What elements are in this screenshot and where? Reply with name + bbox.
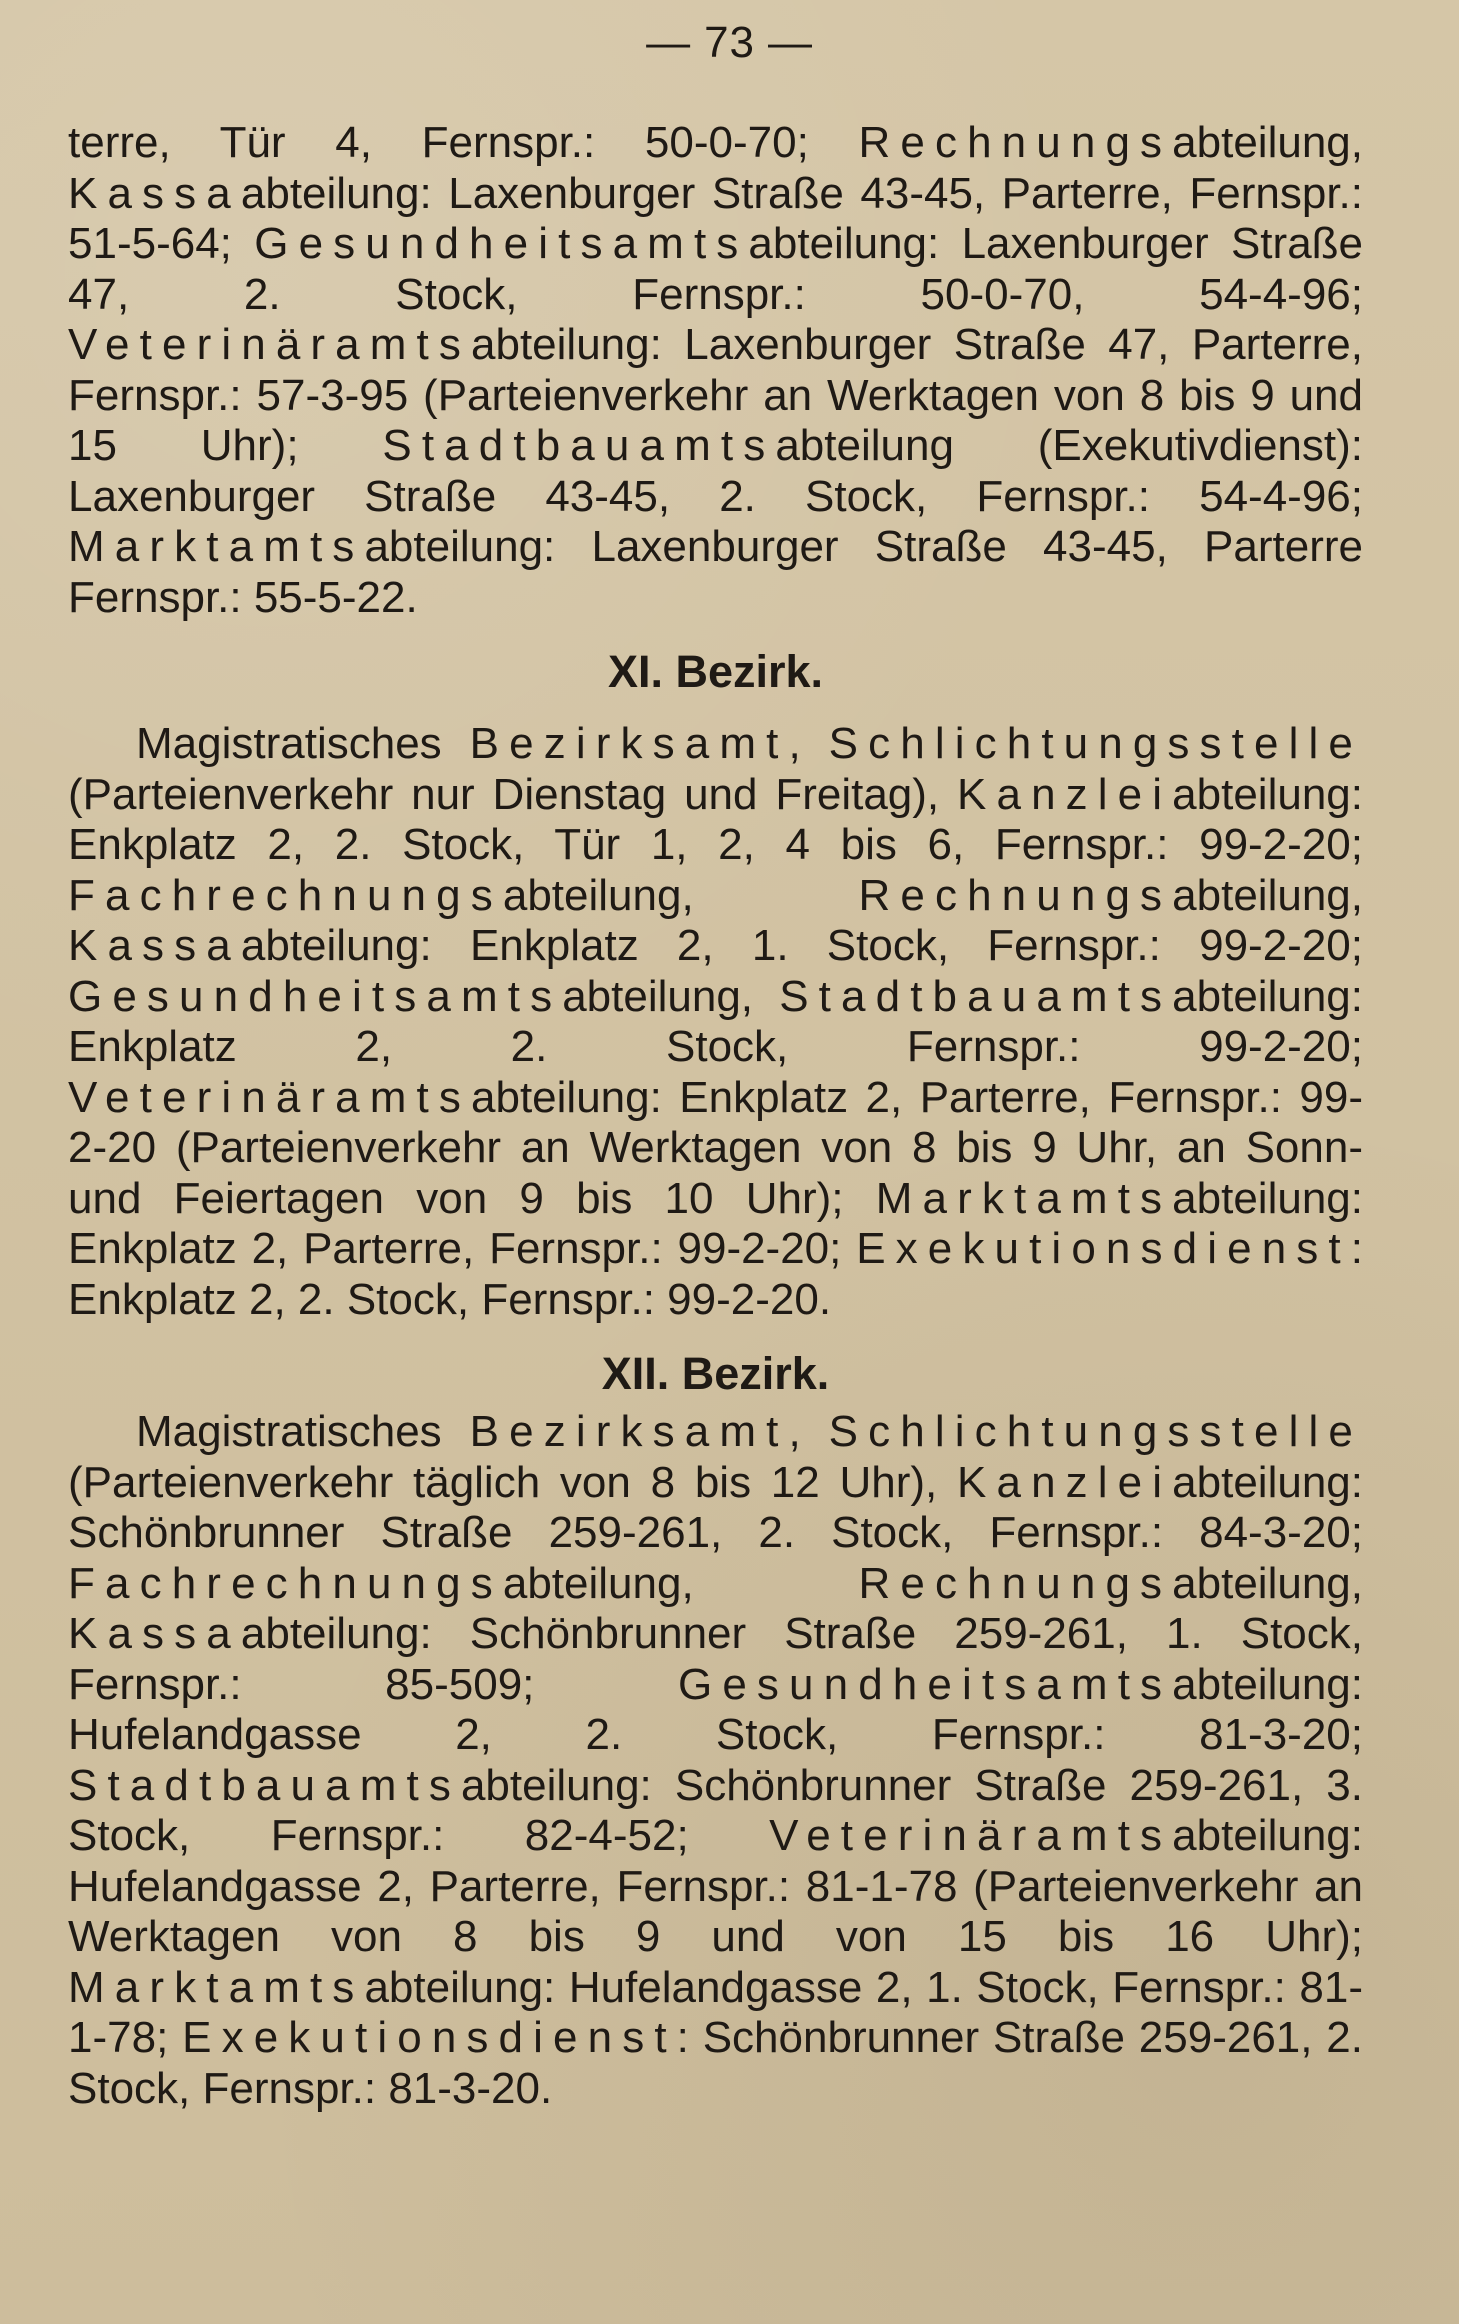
spaced-term: Schlichtungsstelle	[828, 719, 1363, 768]
spaced-term: Gesundheitsamts	[254, 219, 749, 268]
section-xi-text: Magistratisches Bezirksamt, Schlichtungsstelle (Parteienverkehr nur Dienstag und Freitag), Kanzleiabteilung: Enkplatz 2, 2. Stock, Tür 1, 2, 4 bis 6, Fernspr.: 99-2-20; Fachrechnungsabteilung, Rechnungsabteilung, Kassaabteilung: Enkplatz 2, 1. Stock, Fernspr.: 99-2-20; Gesundheitsamtsabteilung, Stadtbauamtsabteilung: Enkplatz 2, 2. Stock, Fernspr.: 99-2-20; Veterinäramtsabteilung: Enkplatz 2, Parterre, Fernspr.: 99-2-20 (Parteienverkehr an Werktagen von 8 bis 9 Uhr, an Sonn- und Feiertagen von 9 bis 10 Uhr); Marktamtsabteilung: Enkplatz 2, Parterre, Fernspr.: 99-2-20; Exekutionsdienst: Enkplatz 2, 2. Stock, Fernspr.: 99-2-20.	[68, 719, 1363, 1324]
spaced-term: Veterinäramts	[769, 1811, 1173, 1860]
spaced-term: Schlichtungsstelle	[828, 1407, 1363, 1456]
section-x-continuation: terre, Tür 4, Fernspr.: 50-0-70; Rechnungsabteilung, Kassaabteilung: Laxenburger Straße 43-45, Parterre, Fernspr.: 51-5-64; Gesundheitsamtsabteilung: Laxenburger Straße 47, 2. Stock, Fernspr.: 50-0-70, 54-4-96; Veterinäramtsabteilung: Laxenburger Straße 47, Parterre, Fernspr.: 57-3-95 (Parteienverkehr an Werktagen von 8 bis 9 und 15 Uhr); Stadtbauamtsabteilung (Exekutivdienst): Laxenburger Straße 43-45, 2. Stock, Fernspr.: 54-4-96; Marktamtsabteilung: Laxenburger Straße 43-45, Parterre Fernspr.: 55-5-22.	[68, 118, 1364, 622]
spaced-term: Veterinäramts	[68, 320, 472, 369]
section-xii-text: Magistratisches Bezirksamt, Schlichtungsstelle (Parteienverkehr täglich von 8 bis 12 Uhr), Kanzleiabteilung: Schönbrunner Straße 259-261, 2. Stock, Fernspr.: 84-3-20; Fachrechnungsabteilung, Rechnungsabteilung, Kassaabteilung: Schönbrunner Straße 259-261, 1. Stock, Fernspr.: 85-509; Gesundheitsamtsabteilung: Hufelandgasse 2, 2. Stock, Fernspr.: 81-3-20; Stadtbauamtsabteilung: Schönbrunner Straße 259-261, 3. Stock, Fernspr.: 82-4-52; Veterinäramtsabteilung: Hufelandgasse 2, Parterre, Fernspr.: 81-1-78 (Parteienverkehr an Werktagen von 8 bis 9 und von 15 bis 16 Uhr); Marktamtsabteilung: Hufelandgasse 2, 1. Stock, Fernspr.: 81-1-78; Exekutionsdienst: Schönbrunner Straße 259-261, 2. Stock, Fernspr.: 81-3-20.	[68, 1407, 1364, 2113]
spaced-term: Rechnungs	[858, 118, 1173, 167]
spaced-term: Kassa	[68, 168, 241, 218]
spaced-term: Marktamts	[68, 1962, 365, 2012]
heading-bezirk-xi: XI. Bezirk.	[607, 646, 824, 697]
spaced-term: Fachrechnungs	[68, 870, 503, 920]
spaced-term: Bezirksamt	[469, 1407, 789, 1456]
spaced-term: Stadtbauamts	[382, 421, 776, 470]
spaced-term: Marktamts	[875, 1173, 1173, 1223]
spaced-term: Kanzlei	[957, 1457, 1173, 1507]
page-number: — 73 —	[646, 18, 813, 67]
heading-bezirk-xii: XII. Bezirk.	[601, 1348, 830, 1399]
spaced-term: Gesundheitsamts	[677, 1659, 1173, 1709]
page-content	[68, 118, 1363, 2114]
spaced-term: Fachrechnungs	[68, 1558, 503, 1608]
spaced-term: Stadtbauamts	[68, 1760, 461, 1810]
spaced-term: Kassa	[68, 1609, 241, 1658]
spaced-term: Gesundheitsamts	[68, 971, 563, 1021]
spaced-term: Veterinäramts	[68, 1072, 472, 1122]
spaced-term: Rechnungs	[858, 870, 1173, 920]
spaced-term: Exekutionsdienst	[856, 1224, 1351, 1273]
spaced-term: Bezirksamt	[469, 719, 789, 768]
spaced-term: Kanzlei	[957, 769, 1173, 819]
spaced-term: Marktamts	[68, 522, 365, 571]
spaced-term: Stadtbauamts	[779, 971, 1173, 1021]
spaced-term: Exekutionsdienst	[182, 2013, 677, 2062]
spaced-term: Rechnungs	[858, 1558, 1173, 1608]
spaced-term: Kassa	[68, 921, 241, 970]
